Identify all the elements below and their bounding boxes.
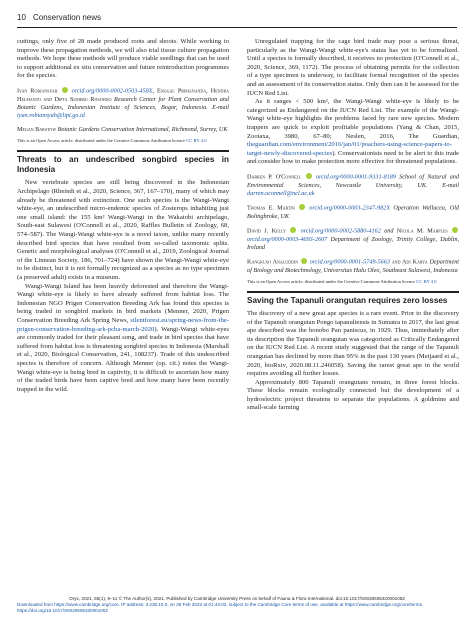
author-affiliation: Operation Wallacea, Old Bolingbroke, UK bbox=[247, 204, 460, 220]
author-block-3 bbox=[247, 227, 459, 252]
right-paragraph-1: Unregulated trapping for the cage bird trade may pose a serious threat, particularly as the Wangi-Wangi white-eye's status has yet to be formalized. Until a species is formally described, it receives no protection (O'Connell et al., 2020, Science, 369, 1172). The process of obtaining permits for the collection of a type specimen is underway, to facilitate formal recognition of the species and an assessment of its conservation status. Only then can it be assessed for the IUCN Red List. bbox=[247, 38, 459, 97]
url-link[interactable]: silentforest.eu/spring-news-from-the-prigen-conservation-breeding-ark-pcba-march-2020 bbox=[17, 316, 229, 333]
orcid-link[interactable]: orcid.org/0000-0003-2347-982X bbox=[309, 204, 391, 212]
orcid-icon bbox=[290, 227, 296, 233]
text-run: and bbox=[380, 227, 394, 235]
page-footer bbox=[17, 596, 457, 613]
author-block-2 bbox=[17, 126, 229, 134]
author-name: David J. Kelly bbox=[247, 227, 286, 235]
orcid-icon bbox=[306, 173, 312, 179]
url-link[interactable]: theguardian.com/environment/2016/jan/01/poachers-using-science-papers-to-target-newly-discovered-species bbox=[247, 141, 452, 157]
author-names: and Adi Karya bbox=[391, 258, 428, 266]
license-link[interactable]: CC BY 4.0 bbox=[416, 278, 437, 284]
author-name: Iyan Robiansyah bbox=[17, 87, 58, 95]
author-name: Kangkuso Analuddin bbox=[247, 258, 299, 266]
citation-line: Oryx, 2021, 55(1), 9–11 © The Author(s), 2021. Published by Cambridge University Press on behalf of Fauna & Flora International. doi:10.1017/S0030605320001052 bbox=[69, 596, 405, 601]
left-column bbox=[17, 38, 229, 394]
orcid-link[interactable]: orcid.org/0000-0002-5880-4162 bbox=[300, 227, 381, 235]
right-paragraph-3: The discovery of a new great ape species is a rare event. Prior to the discovery of the Tapanuli orangutan Pongo tapanuliensis in Sumatra in 2017, the last great ape described was the bonobo Pan paniscus, in 1929. Thus, immediately after its description the Tapanuli orangutan was categorized as Critically Endangered on the IUCN Red List. A recent study suggested that the range of the Tapanuli orangutan has declined by more than 95% in the past 130 years (Meijaard et al., 2020, bioRxiv, 2020.08.11.246058). Saving the rarest great ape in the world requires avoiding all further losses. bbox=[247, 309, 459, 378]
article-heading: Saving the Tapanuli orangutan requires zero losses bbox=[247, 295, 448, 305]
orcid-icon bbox=[62, 87, 68, 93]
open-access-note bbox=[247, 279, 459, 285]
right-paragraph-2 bbox=[247, 98, 459, 167]
oa-text: This is an Open Access article, distributed under the Creative Commons Attribution licence bbox=[247, 278, 417, 284]
page-number: 10 bbox=[17, 13, 26, 22]
section-rule bbox=[17, 150, 229, 152]
left-paragraph-3 bbox=[17, 283, 229, 395]
left-paragraph-1: cuttings, only five of 28 made produced roots and shoots. While working to improve these propagation methods, we will also trial tissue culture propagation methods. We hope these methods will produce viable seedlings that can be used to support additional ex situ conservation and future reintroduction programmes for the species. bbox=[17, 38, 229, 80]
author-affiliation: Research Center for Plant Conservation and Botanic Gardens, Indonesian Institute of Sciences, Bogor, Indonesia. E-mail bbox=[17, 95, 229, 111]
section-title: Conservation news bbox=[33, 13, 102, 22]
author-block-2 bbox=[247, 204, 459, 221]
author-name: Darren P. O'Connell bbox=[247, 173, 302, 181]
orcid-link[interactable]: orcid.org/0000-0002-0503-458X bbox=[71, 87, 153, 95]
orcid-icon bbox=[301, 258, 307, 264]
text-run: ). Wangi-Wangi white-eyes are commonly traded for their pleasant song, and trade in bird species that have suffered from habitat loss is threatening songbird species in Indonesia (Marshall et al., 2020, Biological Conservation, 241, 108237). Trade of this undescribed species is therefore of concern. Although Menner (op. cit.) notes the Wangi-Wangi white-eye is being bred in captivity, it is difficult to ascertain how many of the traded birds have been captive bred and how many have been recently trapped in the wild. bbox=[17, 325, 229, 393]
author-names: , Enggal Primananda, Hendra Helmanto and Dipta Sumeru Rinandio bbox=[17, 87, 230, 103]
author-affiliation: Botanic Gardens Conservation International, Richmond, Surrey, UK bbox=[56, 126, 228, 134]
author-block-4 bbox=[247, 258, 459, 275]
license-link[interactable]: CC BY 4.0 bbox=[186, 138, 207, 144]
orcid-icon bbox=[299, 204, 305, 210]
right-paragraph-4: Approximately 800 Tapanuli orangutans remain, in three forest blocks. These blocks remain ecologically connected but the development of a hydroelectric project threatens to separate the populations. A goldmine and small-scale farming bbox=[247, 378, 459, 412]
orcid-link[interactable]: orcid.org/0000-0001-9331-8189 bbox=[315, 173, 396, 181]
article-heading: Threats to an undescribed songbird species in Indonesia bbox=[17, 155, 229, 175]
download-line[interactable]: Downloaded from https://www.cambridge.org/core. IP address: 3.238.10.0, on 26 Feb 2022 at 01:44:03, subject to the Cambridge Core terms of use, available at https://www.cambridge.org/core/terms. https://doi.org/10.1017/S0030605320001052 bbox=[17, 602, 424, 613]
text-run: As it ranges < 500 km², the Wangi-Wangi white-eye is likely to be categorized as Endangered on the IUCN Red List. The example of the Wangi-Wangi white-eye highlights the problems faced by rare new species. Modern trappers are quick to exploit profitable populations (Yang & Chan, 2015, Zootaxa, 3980, 67–80; Neslen, 2016, The Guardian, bbox=[247, 98, 459, 140]
author-affiliation: School of Natural and Environmental Sciences, Newcastle University, UK. E-mail bbox=[247, 173, 459, 189]
text-run: ). Conservationists need to be alert to this trade and consider how to make protection more effective for threatened populations. bbox=[247, 149, 459, 166]
email-link[interactable]: darren.oconnell@ncl.ac.uk bbox=[247, 189, 315, 197]
author-affiliation: Department of Zoology, Trinity College, Dublin, Ireland bbox=[247, 235, 459, 251]
author-block-1 bbox=[247, 173, 459, 198]
orcid-link[interactable]: orcid.org/0000-0003-4693-2607 bbox=[247, 235, 328, 243]
left-paragraph-2: New vertebrate species are still being discovered in the Indonesian Archipelago (Rheindt et al., 2020, Science, 367, 167–170), many of which may already be threatened with extinction. One such species is the Wangi-Wangi white-eye, an undescribed micro-endemic species of Zosterops inhabiting just one small island: the 155 km² Wangi-Wangi in the Wakatobi archipelago, South-east Sulawesi (O'Connell et al., 2020, Raffles Bulletin of Zoology, 68, 574–587). The Wangi-Wangi white-eye is a novel taxon, unlike many recently described bird species that have resulted from so-called taxonomic splits. Genetic and morphological analyses (O'Connell et al., 2019, Zoological Journal of the Linnean Society, 186, 701–724) have shown the Wangi-Wangi white-eye to be distinct, but it is not formally recognized as a species as no type specimen (a preserved adult) exists in a museum. bbox=[17, 179, 229, 282]
text-run: Wangi-Wangi Island has been heavily deforested and therefore the Wangi-Wangi white-eye is likely to have already suffered from habitat loss. The Indonesian NGO Prigen Conservation Breeding Ark has found this species is being traded in songbird markets in bird markets (Menner, 2020, Prigen Conservation Breeding Ark Spring News, bbox=[17, 282, 229, 324]
orcid-link[interactable]: orcid.org/0000-0001-5749-5663 bbox=[309, 258, 390, 266]
oa-text: This is an Open Access article, distributed under the Creative Commons Attribution licence bbox=[17, 138, 187, 144]
section-rule bbox=[247, 291, 459, 293]
open-access-note bbox=[17, 138, 229, 144]
orcid-icon bbox=[452, 227, 458, 233]
page-header bbox=[17, 8, 457, 28]
header-rule bbox=[17, 27, 457, 28]
author-name: Nicola M. Marples bbox=[396, 227, 448, 235]
author-name: Thomas E. Martin bbox=[247, 204, 295, 212]
author-name: Megan Barstow bbox=[17, 126, 57, 134]
author-block-1 bbox=[17, 87, 229, 120]
right-column bbox=[247, 38, 459, 413]
email-link[interactable]: iyan.robiansyah@lipi.go.id bbox=[17, 112, 85, 120]
author-affiliation: Department of Biology and Biotechnology, Universitas Halu Oleo, Southeast Sulawesi, Indonesia bbox=[247, 258, 460, 274]
